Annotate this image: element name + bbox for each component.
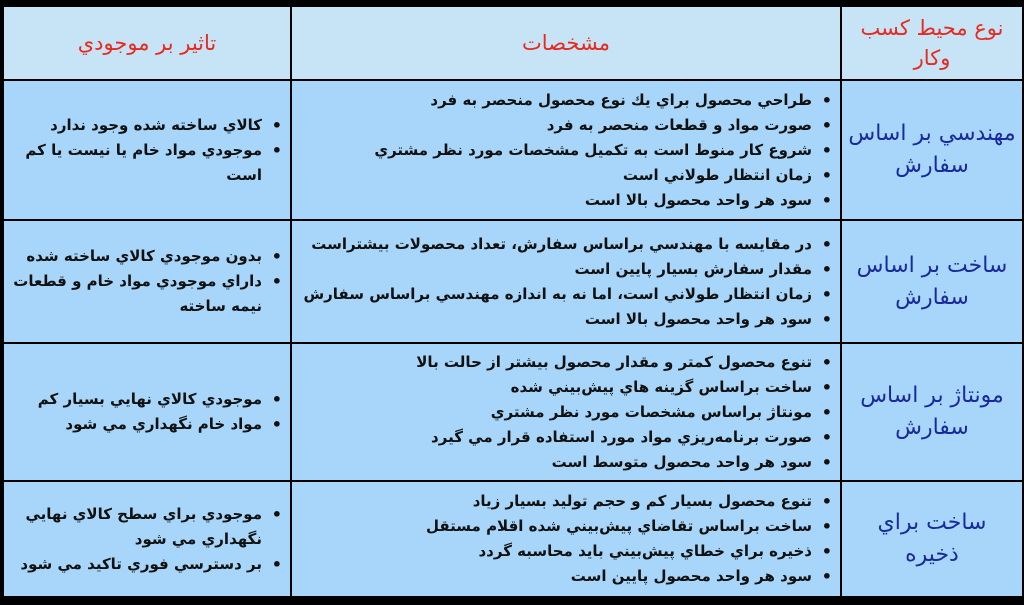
list-item: • كالاي ساخته شده وجود ندارد <box>10 113 262 138</box>
comparison-table-wrapper <box>2 5 1022 598</box>
env-cell: مونتاژ بر اساس سفارش <box>841 343 1023 481</box>
spec-list <box>292 489 840 589</box>
list-item: • ذخيره براي خطاي پيش‌بيني بايد محاسبه گردد <box>298 539 812 564</box>
list-item: • موجودي مواد خام يا نيست يا كم است <box>10 138 262 188</box>
spec-cell <box>291 481 841 597</box>
header-effect: تاثير بر موجودي <box>3 6 291 80</box>
list-item: • سود هر واحد محصول متوسط است <box>298 450 812 475</box>
env-cell: ساخت بر اساس سفارش <box>841 220 1023 343</box>
spec-cell <box>291 343 841 481</box>
business-environment-table <box>2 5 1024 598</box>
list-item: • شروع كار منوط است به تكميل مشخصات مورد نظر مشتري <box>298 138 812 163</box>
effect-list <box>4 387 290 437</box>
table-row <box>3 80 1023 220</box>
table-row <box>3 343 1023 481</box>
list-item: • صورت برنامه‌ريزي مواد مورد استفاده قرار مي گيرد <box>298 425 812 450</box>
list-item: • ساخت براساس گزينه هاي پيش‌بيني شده <box>298 375 812 400</box>
list-item: • بدون موجودي كالاي ساخته شده <box>10 244 262 269</box>
list-item: • در مقايسه با مهندسي براساس سفارش، تعداد محصولات بيشتراست <box>298 232 812 257</box>
list-item: • سود هر واحد محصول پايين است <box>298 564 812 589</box>
list-item: • طراحي محصول براي يك نوع محصول منحصر به فرد <box>298 88 812 113</box>
effect-list <box>4 244 290 319</box>
spec-list <box>292 232 840 332</box>
list-item: • سود هر واحد محصول بالا است <box>298 188 812 213</box>
list-item: • بر دسترسي فوري تاكيد مي شود <box>10 552 262 577</box>
effect-cell <box>3 343 291 481</box>
effect-list <box>4 502 290 577</box>
spec-list <box>292 350 840 475</box>
env-cell: ساخت براي ذخيره <box>841 481 1023 597</box>
list-item: • تنوع محصول كمتر و مقدار محصول بيشتر از حالت بالا <box>298 350 812 375</box>
table-row <box>3 220 1023 343</box>
env-cell: مهندسي بر اساس سفارش <box>841 80 1023 220</box>
list-item: • سود هر واحد محصول بالا است <box>298 307 812 332</box>
spec-list <box>292 88 840 213</box>
list-item: • زمان انتظار طولاني است <box>298 163 812 188</box>
effect-list <box>4 113 290 188</box>
list-item: • داراي موجودي مواد خام و قطعات نيمه ساخته <box>10 269 262 319</box>
header-row <box>3 6 1023 80</box>
header-spec: مشخصات <box>291 6 841 80</box>
list-item: • تنوع محصول بسيار كم و حجم توليد بسيار زياد <box>298 489 812 514</box>
list-item: • صورت مواد و قطعات منحصر به فرد <box>298 113 812 138</box>
effect-cell <box>3 220 291 343</box>
list-item: • ساخت براساس تقاضاي پيش‌بيني شده اقلام مستقل <box>298 514 812 539</box>
list-item: • مواد خام نگهداري مي شود <box>10 412 262 437</box>
table-row <box>3 481 1023 597</box>
effect-cell <box>3 80 291 220</box>
effect-cell <box>3 481 291 597</box>
list-item: • زمان انتظار طولاني است، اما نه به اندازه مهندسي براساس سفارش <box>298 282 812 307</box>
header-env: نوع محيط كسب وكار <box>841 6 1023 80</box>
list-item: • موجودي براي سطح كالاي نهايي نگهداري مي شود <box>10 502 262 552</box>
list-item: • مقدار سفارش بسيار پايين است <box>298 257 812 282</box>
list-item: • موجودي كالاي نهايي بسيار كم <box>10 387 262 412</box>
spec-cell <box>291 220 841 343</box>
spec-cell <box>291 80 841 220</box>
list-item: • مونتاژ براساس مشخصات مورد نظر مشتري <box>298 400 812 425</box>
